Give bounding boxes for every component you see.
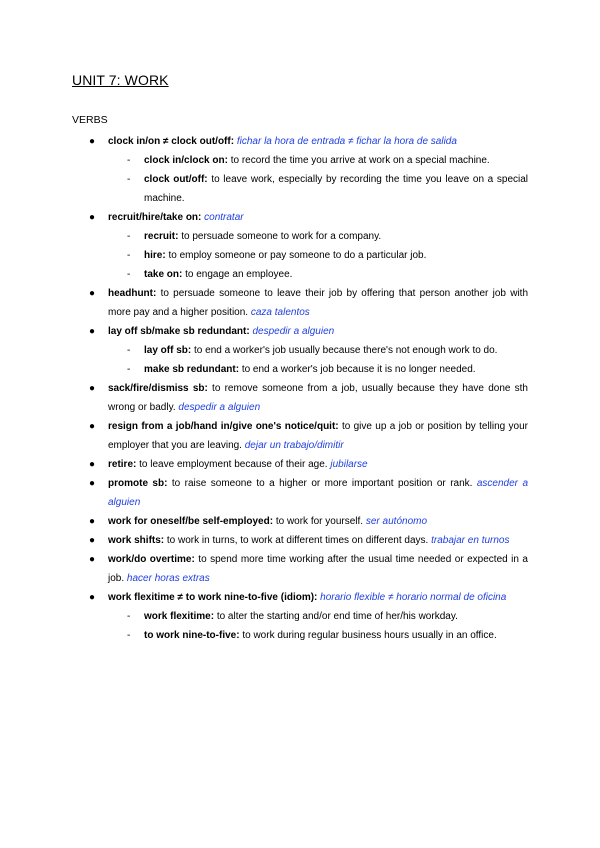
sub-term: lay off sb:: [144, 345, 192, 356]
verb-term: work flexitime ≠ to work nine-to-five (idiom):: [108, 592, 318, 603]
verb-term: lay off sb/make sb redundant:: [108, 326, 250, 337]
dash-icon: -: [127, 345, 131, 356]
sub-definition: to work during regular business hours usually in an office.: [242, 630, 497, 641]
bullet-icon: ●: [89, 516, 96, 527]
verb-definition: to remove someone from a job, usually because they have done sth wrong or badly.: [108, 383, 528, 413]
bullet-icon: ●: [89, 535, 96, 546]
dash-icon: -: [127, 155, 131, 166]
sub-list-item: [72, 170, 528, 208]
verb-definition: to raise someone to a higher or more important position or rank.: [171, 478, 473, 489]
sub-definition: to record the time you arrive at work on a special machine.: [230, 155, 490, 166]
dash-icon: -: [127, 630, 131, 641]
dash-icon: -: [127, 269, 131, 280]
sub-term: work flexitime:: [144, 611, 215, 622]
verb-definition: to work for yourself.: [275, 516, 364, 527]
list-item: [72, 208, 528, 227]
verb-term: retire:: [108, 459, 137, 470]
bullet-icon: ●: [89, 459, 96, 470]
verb-term: work for oneself/be self-employed:: [108, 516, 274, 527]
spanish-translation: trabajar en turnos: [431, 535, 510, 546]
bullet-icon: ●: [89, 136, 96, 147]
bullet-icon: ●: [89, 592, 96, 603]
sub-definition: to leave work, especially by recording the time you leave on a special machine.: [144, 174, 529, 204]
sub-definition: to employ someone or pay someone to do a particular job.: [168, 250, 427, 261]
sub-definition: to persuade someone to work for a company.: [181, 231, 382, 242]
sub-list-item: [72, 227, 528, 246]
list-item: [72, 588, 528, 607]
sub-list-item: [72, 151, 528, 170]
verb-definition: to spend more time working after the usual time needed or expected in a job.: [108, 554, 528, 584]
spanish-translation: ser autónomo: [365, 516, 428, 527]
dash-icon: -: [127, 364, 131, 375]
spanish-translation: dejar un trabajo/dimitir: [244, 440, 344, 451]
list-item: [72, 455, 528, 474]
verb-term: headhunt:: [108, 288, 157, 299]
spanish-translation: jubilarse: [330, 459, 368, 470]
spanish-translation: ascender a alguien: [108, 478, 529, 508]
dash-icon: -: [127, 250, 131, 261]
verb-list: [72, 132, 528, 645]
spanish-translation: despedir a alguien: [178, 402, 261, 413]
bullet-icon: ●: [89, 478, 96, 489]
sub-definition: to end a worker's job because it is no longer needed.: [241, 364, 476, 375]
section-heading: VERBS: [72, 114, 108, 126]
list-item: [72, 417, 528, 455]
sub-term: clock out/off:: [144, 174, 208, 185]
sub-term: take on:: [144, 269, 183, 280]
dash-icon: -: [127, 174, 131, 185]
sub-definition: to engage an employee.: [185, 269, 293, 280]
bullet-icon: ●: [89, 421, 96, 432]
bullet-icon: ●: [89, 212, 96, 223]
spanish-translation: hacer horas extras: [126, 573, 210, 584]
sub-term: make sb redundant:: [144, 364, 240, 375]
bullet-icon: ●: [89, 383, 96, 394]
bullet-icon: ●: [89, 554, 96, 565]
list-item: [72, 322, 528, 341]
verb-term: recruit/hire/take on:: [108, 212, 202, 223]
bullet-icon: ●: [89, 326, 96, 337]
list-item: [72, 284, 528, 322]
verb-definition: to give up a job or position by telling your employer that you are leaving.: [108, 421, 528, 451]
sub-definition: to end a worker's job usually because there's not enough work to do.: [194, 345, 498, 356]
verb-term: work shifts:: [108, 535, 165, 546]
verb-definition: to persuade someone to leave their job by offering that person another job with more pay and a higher position.: [108, 288, 529, 318]
list-item: [72, 531, 528, 550]
page-title: UNIT 7: WORK: [72, 72, 169, 88]
verb-term: clock in/on ≠ clock out/off:: [108, 136, 235, 147]
bullet-icon: ●: [89, 288, 96, 299]
list-item: [72, 379, 528, 417]
sub-term: recruit:: [144, 231, 179, 242]
spanish-translation: contratar: [204, 212, 244, 223]
list-item: [72, 474, 528, 512]
verb-term: sack/fire/dismiss sb:: [108, 383, 208, 394]
spanish-translation: despedir a alguien: [252, 326, 335, 337]
sub-term: hire:: [144, 250, 166, 261]
sub-list-item: [72, 341, 528, 360]
list-item: [72, 550, 528, 588]
sub-list-item: [72, 360, 528, 379]
list-item: [72, 132, 528, 151]
spanish-translation: fichar la hora de entrada ≠ fichar la hora de salida: [236, 136, 457, 147]
spanish-translation: horario flexible ≠ horario normal de oficina: [320, 592, 507, 603]
sub-list-item: [72, 246, 528, 265]
verb-term: resign from a job/hand in/give one's notice/quit:: [108, 421, 339, 432]
sub-list-item: [72, 607, 528, 626]
sub-list-item: [72, 265, 528, 284]
verb-term: work/do overtime:: [108, 554, 195, 565]
verb-term: promote sb:: [108, 478, 168, 489]
dash-icon: -: [127, 231, 131, 242]
sub-definition: to alter the starting and/or end time of her/his workday.: [216, 611, 458, 622]
verb-definition: to leave employment because of their age.: [139, 459, 328, 470]
sub-term: clock in/clock on:: [144, 155, 228, 166]
sub-list-item: [72, 626, 528, 645]
sub-term: to work nine-to-five:: [144, 630, 240, 641]
spanish-translation: caza talentos: [250, 307, 310, 318]
list-item: [72, 512, 528, 531]
verb-definition: to work in turns, to work at different times on different days.: [166, 535, 429, 546]
dash-icon: -: [127, 611, 131, 622]
